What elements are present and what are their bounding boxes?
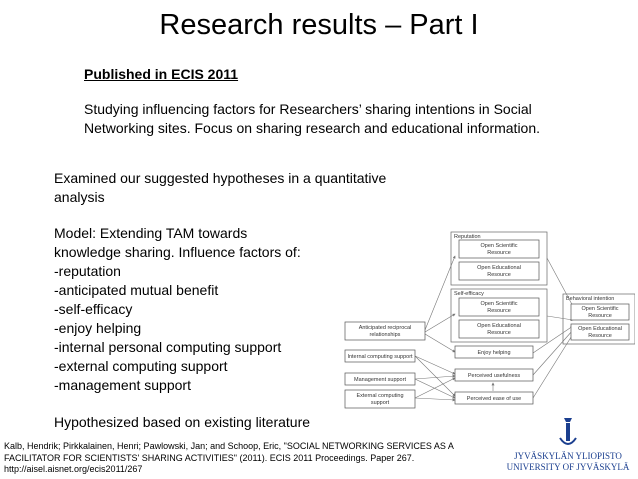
perceived-ease-of-use-box	[455, 392, 533, 404]
external-computing-support-box	[345, 390, 415, 408]
self-efficacy-label: Self-efficacy	[454, 291, 484, 297]
model-line: -reputation	[54, 263, 121, 279]
research-model-diagram	[343, 226, 635, 412]
university-logo	[500, 414, 636, 474]
slide-title: Research results – Part I	[159, 9, 479, 41]
svg-text:External computing: External computing	[356, 393, 404, 399]
model-line: -self-efficacy	[54, 301, 133, 317]
svg-text:Resource: Resource	[588, 313, 612, 319]
citation-line: FACILITATOR FOR SCIENTISTS' SHARING ACTIVITIES" (2011). ECIS 2011 Proceedings. Paper 267.	[4, 452, 415, 463]
reputation-open-educational-box	[459, 262, 539, 280]
svg-text:Resource: Resource	[588, 333, 612, 339]
internal-computing-support-box	[345, 350, 415, 362]
svg-text:Open Educational: Open Educational	[578, 326, 622, 332]
model-line: -anticipated mutual benefit	[54, 282, 219, 298]
model-line: -management support	[54, 377, 191, 393]
intention-open-educational-box	[571, 324, 629, 340]
self-efficacy-open-educational-box	[459, 320, 539, 338]
svg-text:Perceived ease of use: Perceived ease of use	[466, 396, 522, 402]
hypothesized-text: Hypothesized based on existing literature	[54, 414, 311, 430]
reputation-open-scientific-box	[459, 240, 539, 258]
citation-line: http://aisel.aisnet.org/ecis2011/267	[4, 464, 143, 474]
citation-line: Kalb, Hendrik; Pirkkalainen, Henri; Pawlowski, Jan; and Schoop, Eric, "SOCIAL NETWORKING SERVICES AS A	[4, 441, 454, 451]
svg-text:support: support	[370, 400, 390, 406]
svg-text:Anticipated reciprocal: Anticipated reciprocal	[358, 325, 412, 331]
svg-text:Perceived usefulness: Perceived usefulness	[467, 373, 521, 379]
svg-text:Resource: Resource	[487, 330, 511, 336]
svg-text:Open Scientific: Open Scientific	[480, 243, 518, 249]
model-line: knowledge sharing. Influence factors of:	[54, 244, 301, 260]
intro-text: Studying influencing factors for Researchers’ sharing intentions in Social Networking sites. Focus on sharing research and educational information.	[84, 101, 541, 136]
svg-text:Internal computing support: Internal computing support	[347, 354, 413, 360]
model-line: -external computing support	[54, 358, 228, 374]
logo-line-2: UNIVERSITY OF JYVÄSKYLÄ	[506, 462, 630, 472]
management-support-box	[345, 373, 415, 385]
svg-text:Enjoy helping: Enjoy helping	[477, 350, 511, 356]
svg-text:Resource: Resource	[487, 272, 511, 278]
svg-text:Management support: Management support	[354, 377, 406, 383]
model-list	[54, 224, 354, 395]
svg-text:relationships: relationships	[369, 332, 401, 338]
behavioral-intention-label: Behavioral intention	[566, 296, 615, 302]
svg-text:Resource: Resource	[487, 250, 511, 256]
svg-text:Open Scientific: Open Scientific	[581, 306, 619, 312]
reputation-label: Reputation	[454, 234, 481, 240]
svg-text:Open Scientific: Open Scientific	[480, 301, 518, 307]
self-efficacy-open-scientific-box	[459, 298, 539, 316]
model-line: Model: Extending TAM towards	[54, 225, 248, 241]
intention-open-scientific-box	[571, 304, 629, 320]
model-line: -internal personal computing support	[54, 339, 282, 355]
university-emblem-icon	[560, 418, 576, 444]
svg-text:Open Educational: Open Educational	[477, 265, 521, 271]
model-line: -enjoy helping	[54, 320, 142, 336]
citation	[4, 441, 494, 476]
slide-subtitle: Published in ECIS 2011	[84, 66, 239, 82]
perceived-usefulness-box	[455, 369, 533, 381]
anticipated-reciprocal-box	[345, 322, 425, 340]
svg-text:Open Educational: Open Educational	[477, 323, 521, 329]
examined-text: Examined our suggested hypotheses in a quantitative analysis	[54, 170, 387, 205]
logo-line-1: JYVÄSKYLÄN YLIOPISTO	[514, 451, 622, 461]
svg-text:Resource: Resource	[487, 308, 511, 314]
enjoy-helping-box	[455, 346, 533, 358]
